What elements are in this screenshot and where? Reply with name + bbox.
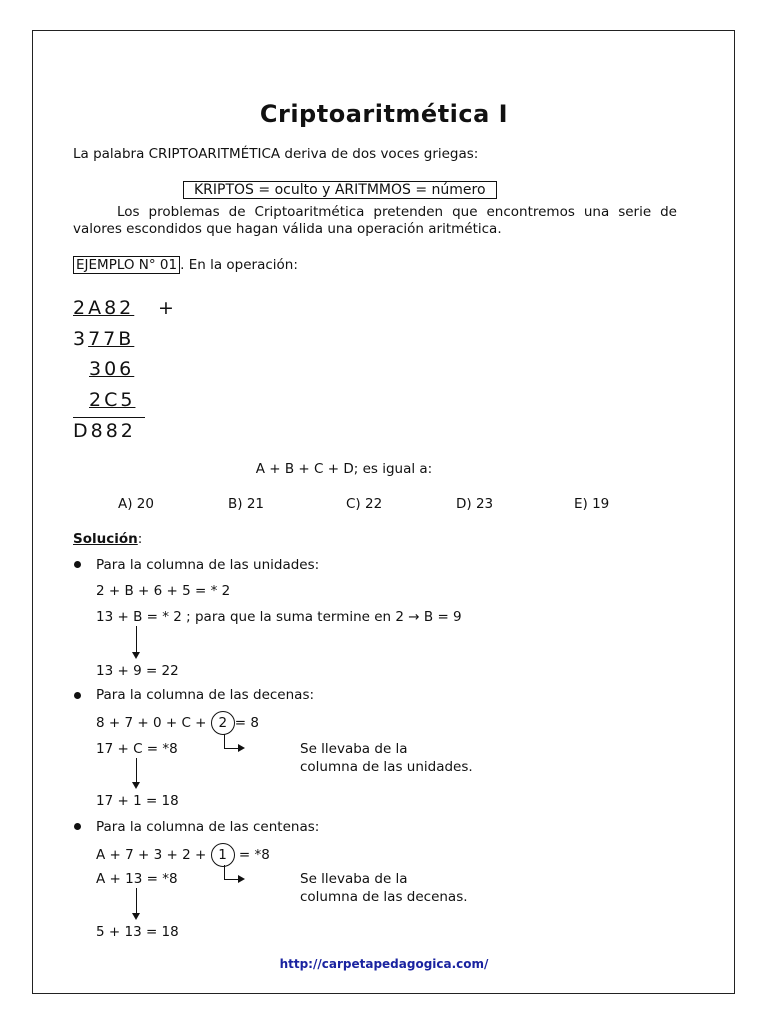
footer-link[interactable]: http://carpetapedagogica.com/: [279, 957, 489, 971]
hundreds-line-1-post: = *8: [238, 847, 270, 863]
hundreds-line-3: 5 + 13 = 18: [96, 924, 179, 940]
option-d: D) 23: [456, 496, 494, 512]
tens-line-1-pre: 8 + 7 + 0 + C +: [96, 715, 207, 731]
tens-bracket-vertical: [224, 734, 225, 748]
question-text: A + B + C + D; es igual a:: [255, 461, 433, 477]
bullet-icon: [74, 561, 81, 568]
down-arrow-icon: [132, 782, 140, 789]
tens-note-line-2: columna de las unidades.: [300, 759, 473, 775]
bullet-icon: [74, 823, 81, 830]
example-heading: [73, 257, 298, 273]
operation-row-2-prefix: 3: [73, 328, 89, 350]
plus-sign: +: [158, 297, 177, 319]
solution-colon: :: [137, 531, 143, 547]
tens-heading: Para la columna de las decenas:: [96, 687, 315, 703]
intro-paragraph: Los problemas de Criptoaritmética pretenden que encontremos una serie de valores escondidos que hagan válida una operación aritmética.: [73, 204, 677, 237]
tens-line-2: 17 + C = *8: [96, 741, 178, 757]
units-line-3: 13 + 9 = 22: [96, 663, 179, 679]
intro-text: La palabra CRIPTOARITMÉTICA deriva de dos voces griegas:: [73, 146, 479, 162]
hundreds-line-1: [96, 843, 270, 867]
option-e: E) 19: [574, 496, 610, 512]
definition-box: KRIPTOS = oculto y ARITMMOS = número: [183, 181, 497, 199]
units-heading: Para la columna de las unidades:: [96, 557, 320, 573]
sum-line: [73, 417, 145, 418]
right-arrow-icon: [238, 744, 245, 752]
operation-row-2: [73, 328, 134, 350]
option-c: C) 22: [346, 496, 383, 512]
operation-row-2-rest: 77B: [88, 328, 135, 350]
hundreds-line-1-pre: A + 7 + 3 + 2 +: [96, 847, 207, 863]
hundreds-note-line-1: Se llevaba de la: [300, 871, 408, 887]
tens-note-line-1: Se llevaba de la: [300, 741, 408, 757]
units-line-1: 2 + B + 6 + 5 = * 2: [96, 583, 231, 599]
hundreds-bracket-horizontal: [224, 879, 238, 880]
right-arrow-icon: [238, 875, 245, 883]
hundreds-note-line-2: columna de las decenas.: [300, 889, 468, 905]
units-line-2: 13 + B = * 2 ; para que la suma termine en 2 → B = 9: [96, 609, 462, 625]
down-arrow-icon: [132, 913, 140, 920]
bullet-icon: [74, 692, 81, 699]
option-b: B) 21: [228, 496, 264, 512]
carry-circle: 2: [211, 711, 235, 735]
solution-label: Solución: [73, 531, 138, 547]
tens-line-1: [96, 711, 259, 735]
operation-row-3: 306: [89, 358, 135, 380]
tens-line-1-post: = 8: [234, 715, 259, 731]
operation-row-4: 2C5: [89, 389, 136, 411]
hundreds-bracket-vertical: [224, 865, 225, 879]
example-text: . En la operación:: [180, 257, 298, 273]
operation-result: D882: [73, 420, 136, 442]
carry-circle: 1: [211, 843, 235, 867]
solution-heading: [73, 531, 142, 547]
operation-row-1: 2A82: [73, 297, 135, 319]
hundreds-arrow-shaft: [136, 888, 137, 916]
down-arrow-icon: [132, 652, 140, 659]
tens-arrow-shaft: [136, 758, 137, 784]
tens-line-3: 17 + 1 = 18: [96, 793, 179, 809]
hundreds-line-2: A + 13 = *8: [96, 871, 178, 887]
hundreds-heading: Para la columna de las centenas:: [96, 819, 320, 835]
tens-bracket-horizontal: [224, 748, 238, 749]
option-a: A) 20: [118, 496, 154, 512]
page-title: Criptoaritmética I: [259, 100, 509, 128]
example-label: EJEMPLO N° 01: [73, 256, 180, 274]
